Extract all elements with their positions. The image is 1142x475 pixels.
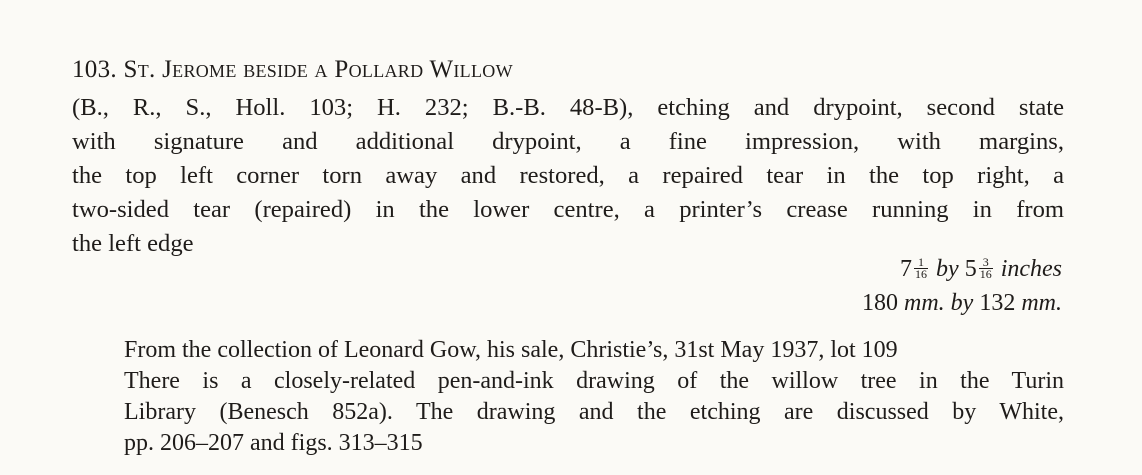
provenance-line: From the collection of Leonard Gow, his sale, Christie’s, 31st May 1937, lot 109: [124, 337, 898, 363]
dimensions-block: [862, 252, 1062, 320]
description-line: (B., R., S., Holl. 103; H. 232; B.-B. 48-B), etching and drypoint, second state: [72, 94, 1064, 121]
by-word: by: [936, 256, 959, 282]
inches-whole-2: 5: [964, 256, 977, 282]
provenance-line: There is a closely-related pen-and-ink drawing of the willow tree in the Turin: [124, 368, 1064, 394]
fraction-numerator: 3: [979, 257, 993, 269]
inches-fraction-1: [914, 254, 928, 281]
provenance-line: pp. 206–207 and figs. 313–315: [124, 430, 423, 456]
inches-unit: inches: [1000, 256, 1062, 282]
description-line: the top left corner torn away and restored, a repaired tear in the top right, a: [72, 162, 1064, 189]
dimensions-mm: [862, 286, 1062, 320]
dimensions-inches: [862, 252, 1062, 286]
entry-number: 103.: [72, 56, 117, 83]
by-word: by: [950, 290, 974, 316]
description-line: two-sided tear (repaired) in the lower centre, a printer’s crease running in from: [72, 196, 1064, 223]
description-line: with signature and additional drypoint, a fine impression, with margins,: [72, 128, 1064, 155]
mm-value-2: 132: [979, 290, 1016, 316]
provenance-line: Library (Benesch 852a). The drawing and the etching are discussed by White,: [124, 399, 1064, 425]
inches-whole-1: 7: [900, 256, 913, 282]
fraction-denominator: 16: [979, 266, 992, 281]
entry-description: [72, 91, 1064, 261]
entry-title: St. Jerome beside a Pollard Willow: [123, 56, 513, 83]
mm-value-1: 180: [862, 290, 898, 316]
inches-fraction-2: [979, 254, 993, 281]
fraction-denominator: 16: [915, 266, 928, 281]
entry-heading: [72, 56, 513, 84]
provenance-notes: [124, 335, 1064, 459]
mm-unit-1: mm.: [904, 290, 945, 316]
fraction-numerator: 1: [914, 257, 928, 269]
description-line: the left edge: [72, 230, 194, 257]
mm-unit-2: mm.: [1021, 290, 1062, 316]
